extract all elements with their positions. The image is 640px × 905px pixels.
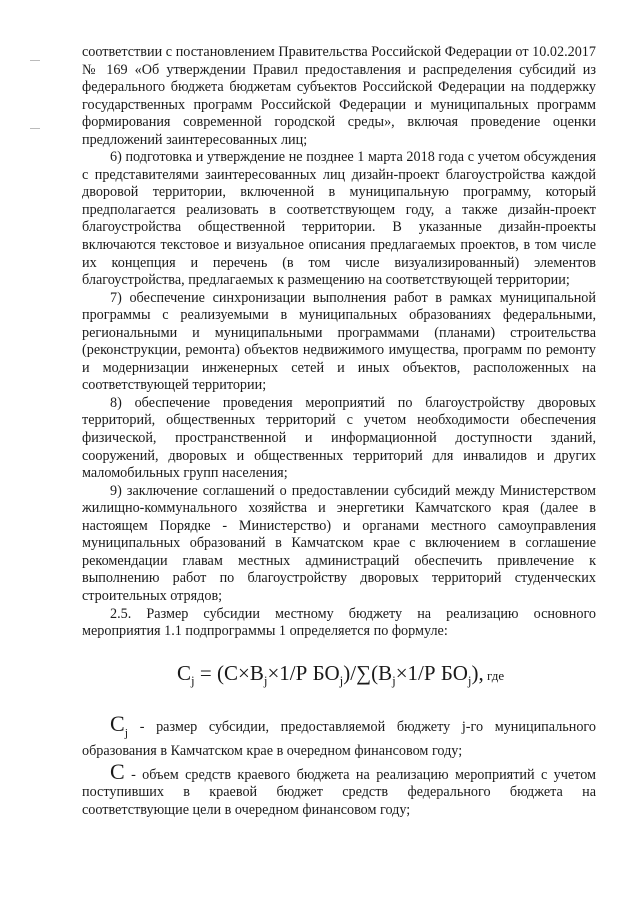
- paragraph-2-5: 2.5. Размер субсидии местному бюджету на реализацию основного мероприятия 1.1 подпрограммы 1 определяется по формуле:: [82, 605, 596, 640]
- paragraph-item-9: 9) заключение соглашений о предоставлении субсидий между Министерством жилищно-коммунального хозяйства и энергетики Камчатского края (далее в настоящем Порядке - Министерство) и органами местного самоуправления муниципальных образований в Камчатском крае с включением в соглашение рекомендации главам местных администраций обеспечить привлечение к выполнению работ по благоустройству дворовых территорий студенческих строительных отрядов;: [82, 482, 596, 604]
- paragraph-item-6: 6) подготовка и утверждение не позднее 1 марта 2018 года с учетом обсуждения с представителями заинтересованных лиц дизайн-проект благоустройства каждой дворовой территории, включенной в муниципальную программу, который предполагается реализовать в соответствующем году, а также дизайн-проект благоустройства общественной территории. В указанные дизайн-проекты включаются текстовое и визуальное описания предлагаемых проектов, в том числе их концепция и перечень (в том числе визуализированный) элементов благоустройства, предлагаемых к размещению на соответствующей территории;: [82, 149, 596, 289]
- definition-text: - объем средств краевого бюджета на реализацию мероприятий с учетом поступивших в краевой бюджет средств федерального бюджета на соответствующие цели в очередном финансовом году;: [82, 766, 596, 818]
- definition-c: [82, 758, 596, 820]
- definition-symbol: C: [110, 758, 125, 784]
- document-page: [82, 44, 596, 819]
- definition-text: - размер субсидии, предоставляемой бюджету j-го муниципального образования в Камчатском крае в очередном финансовом году;: [82, 718, 596, 760]
- scan-margin-mark: [30, 60, 40, 61]
- paragraph-item-7: 7) обеспечение синхронизации выполнения работ в рамках муниципальной программы с реализуемыми в муниципальных образованиях федеральными, региональными и муниципальными программами (планами) строительства (реконструкции, ремонта) объектов недвижимого имущества, программ по ремонту и модернизации инженерных сетей и иных объектов, расположенных на соответствующей территории;: [82, 289, 596, 394]
- scan-margin-mark: [30, 128, 40, 129]
- paragraph-continuation: соответствии с постановлением Правительства Российской Федерации от 10.02.2017 № 169 «Об утверждении Правил предоставления и распределения субсидий из федерального бюджета бюджетам субъектов Российской Федерации на поддержку государственных программ Российской Федерации и муниципальных программ формирования современной городской среды», включая проведение оценки предложений заинтересованных лиц;: [82, 44, 596, 148]
- paragraph-item-8: 8) обеспечение проведения мероприятий по благоустройству дворовых территорий, общественных территорий с учетом необходимости обеспечения физической, пространственной и информационной доступности зданий, сооружений, дворовых и общественных территорий для инвалидов и других маломобильных групп населения;: [82, 394, 596, 482]
- definition-cj: [82, 710, 596, 761]
- subsidy-formula: $C_j = (C\times B_j\times 1/Р$ $БО_j)/\sum(B_j\times 1/Р$ $БО_j$), где: [177, 660, 505, 688]
- formula-lhs: C: [177, 660, 192, 685]
- definition-symbol: $C_j$: [110, 710, 129, 740]
